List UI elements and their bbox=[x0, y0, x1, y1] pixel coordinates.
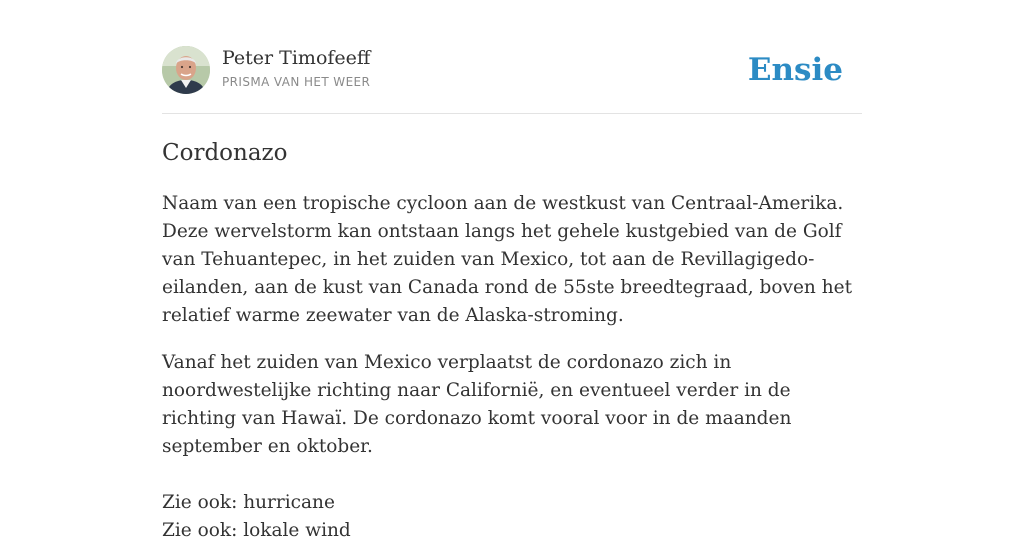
see-also-lokale-wind[interactable]: Zie ook: lokale wind bbox=[162, 520, 351, 541]
entry-title: Cordonazo bbox=[162, 140, 288, 166]
entry-card bbox=[162, 46, 862, 545]
entry-paragraph-2: Vanaf het zuiden van Mexico verplaatst de cordonazo zich in noordwestelijke richting naar Californië, en eventueel verder in de richting van Hawaï. De cordonazo komt vooral voor in de maanden september en oktober. bbox=[162, 352, 792, 457]
ensie-logo[interactable]: Ensie bbox=[747, 52, 843, 88]
see-also-hurricane[interactable]: Zie ook: hurricane bbox=[162, 492, 335, 513]
see-also-list bbox=[162, 489, 862, 545]
entry-header bbox=[162, 46, 862, 114]
person-photo-icon bbox=[162, 46, 210, 94]
author-name[interactable]: Peter Timofeeff bbox=[222, 47, 371, 69]
author-avatar[interactable] bbox=[162, 46, 210, 94]
entry-paragraph-1: Naam van een tropische cycloon aan de westkust van Centraal-Amerika. Deze wervelstorm kan ontstaan langs het gehele kustgebied van de Golf van Tehuantepec, in het zuiden van Mexico, tot aan de Revillagigedo-eilanden, aan de kust van Canada rond de 55ste breedtegraad, boven het relatief warme zeewater van de Alaska-stroming. bbox=[162, 193, 853, 326]
author-source[interactable]: PRISMA VAN HET WEER bbox=[222, 75, 371, 89]
